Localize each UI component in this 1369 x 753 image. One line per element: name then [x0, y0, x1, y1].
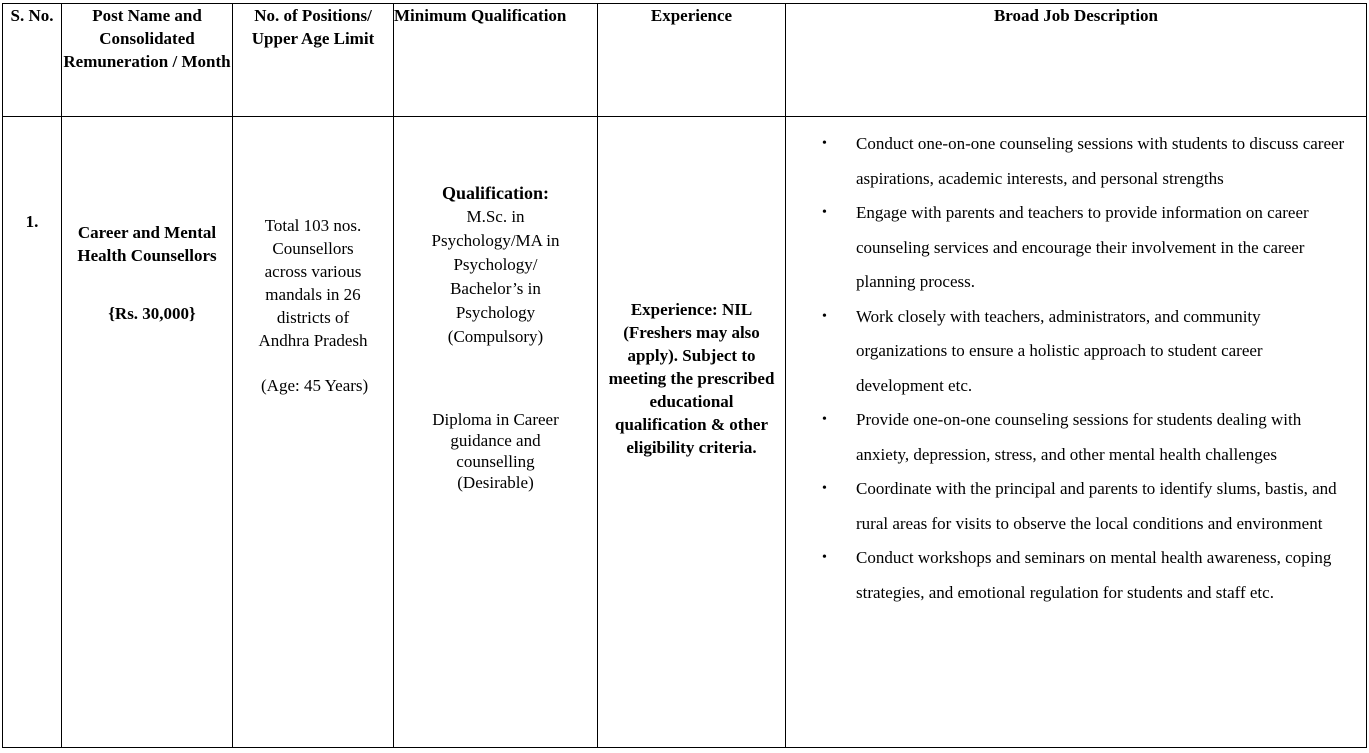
- duties-list: [786, 117, 1366, 610]
- header-row: [3, 4, 1367, 117]
- bullet-icon: •: [822, 136, 827, 151]
- list-item: [786, 300, 1366, 404]
- header-positions: No. of Positions/ Upper Age Limit: [233, 4, 394, 117]
- cell-qualification: [394, 117, 598, 748]
- duty-text: Provide one-on-one counseling sessions for students dealing with anxiety, depression, stress, and other mental health challenges: [856, 410, 1302, 464]
- cell-positions: [233, 117, 394, 748]
- cell-experience: [598, 117, 786, 748]
- header-qualification: Minimum Qualification: [394, 4, 598, 117]
- cell-post: [62, 117, 233, 748]
- bullet-icon: •: [822, 481, 827, 496]
- job-table: [2, 3, 1367, 748]
- bullet-icon: •: [822, 205, 827, 220]
- age-limit: (Age: 45 Years): [261, 376, 369, 395]
- bullet-icon: •: [822, 308, 827, 324]
- duty-text: Work closely with teachers, administrators, and community organizations to ensure a holistic approach to student career development etc.: [856, 306, 1263, 395]
- cell-job-description: [786, 117, 1367, 748]
- remuneration: {Rs. 30,000}: [108, 304, 196, 323]
- duty-text: Engage with parents and teachers to provide information on career counseling services and encourage their involvement in the career planning process.: [856, 203, 1309, 291]
- header-post-name: Post Name and Consolidated Remuneration / Month: [62, 4, 233, 117]
- header-experience: Experience: [598, 4, 786, 117]
- positions-count: Total 103 nos. Counsellors across various mandals in 26 districts of Andhra Pradesh: [258, 216, 368, 350]
- header-job-description: Broad Job Description: [786, 4, 1367, 117]
- list-item: [786, 196, 1366, 300]
- list-item: [786, 127, 1366, 196]
- experience-text: Experience: NIL (Freshers may also apply). Subject to meeting the prescribed educational qualification & other eligibility criteria.: [608, 300, 775, 457]
- qualification-desirable: Diploma in Career guidance and counselling (Desirable): [432, 410, 559, 492]
- list-item: [786, 472, 1366, 541]
- qualification-label: Qualification:: [442, 183, 549, 203]
- bullet-icon: •: [822, 412, 827, 427]
- duty-text: Conduct workshops and seminars on mental health awareness, coping strategies, and emotional regulation for students and staff etc.: [856, 548, 1332, 602]
- post-name: Career and Mental Health Counsellors: [77, 223, 217, 265]
- list-item: [786, 541, 1366, 610]
- qualification-required: M.Sc. in Psychology/MA in Psychology/ Bachelor’s in Psychology (Compulsory): [431, 207, 560, 346]
- list-item: [786, 403, 1366, 472]
- serial-number: 1.: [25, 212, 39, 231]
- duty-text: Conduct one-on-one counseling sessions with students to discuss career aspirations, academic interests, and personal strengths: [856, 134, 1345, 188]
- cell-sno: [3, 117, 62, 748]
- table-row: [3, 117, 1367, 748]
- duty-text: Coordinate with the principal and parents to identify slums, bastis, and rural areas for visits to observe the local conditions and environment: [856, 479, 1337, 533]
- bullet-icon: •: [822, 550, 827, 565]
- header-sno: S. No.: [3, 4, 62, 117]
